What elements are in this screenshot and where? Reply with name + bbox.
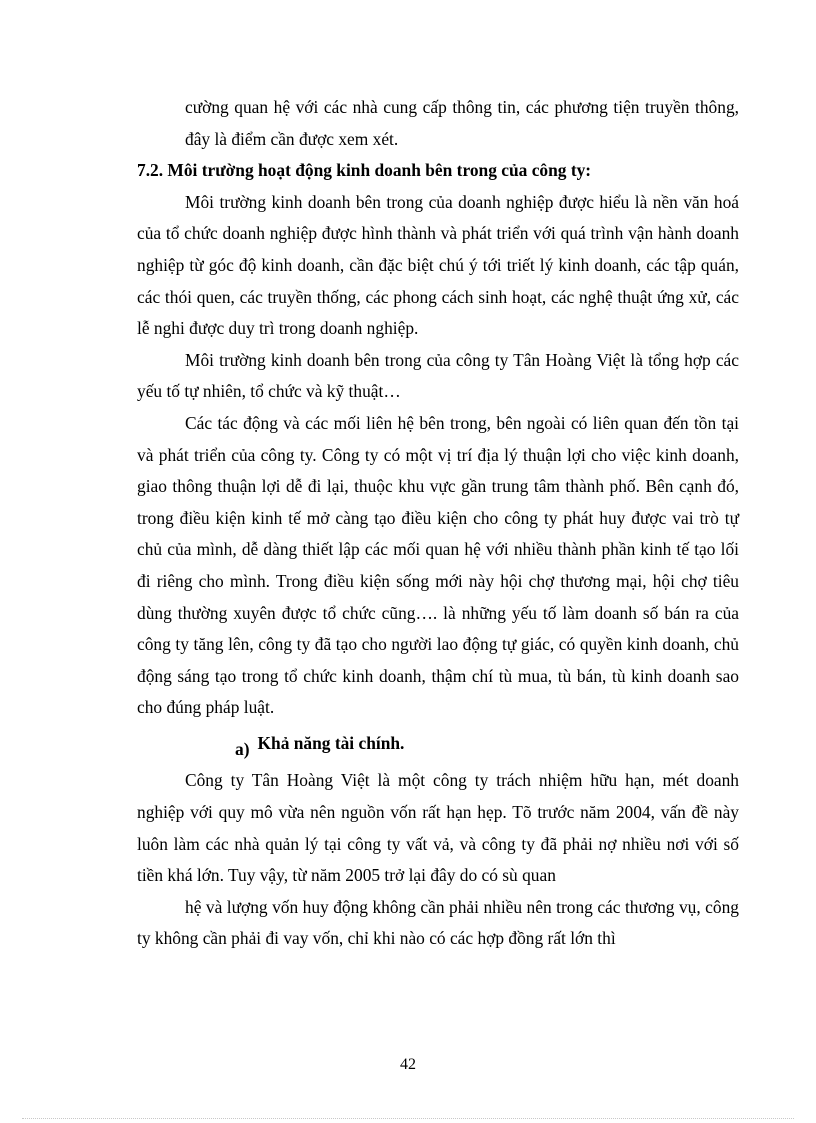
page-number: 42 xyxy=(400,1056,416,1073)
paragraph-continuation: cường quan hệ với các nhà cung cấp thông tin, các phương tiện truyền thông, đây là điểm cần được xem xét. xyxy=(185,97,739,149)
paragraph: Môi trường kinh doanh bên trong của doanh nghiệp được hiểu là nền văn hoá của tổ chức doanh nghiệp được hình thành và phát triển với quá trình vận hành doanh nghiệp từ góc độ kinh doanh, cần đặc biệt chú ý tới triết lý kinh doanh, các tập quán, các thói quen, các truyền thống, các phong cách sinh hoạt, các nghệ thuật ứng xử, các lễ nghi được duy trì trong doanh nghiệp. xyxy=(137,191,739,339)
subsection-heading xyxy=(137,728,739,766)
paragraph: Công ty Tân Hoàng Việt là một công ty trách nhiệm hữu hạn, mét doanh nghiệp với quy mô vừa nên nguồn vốn rất hạn hẹp. Tõ trước năm 2004, vấn đề này luôn làm các nhà quản lý tại công ty vất vả, và công ty đã phải nợ nhiều nơi với số tiền khá lớn. Tuy vậy, từ năm 2005 trở lại đây do có sù quan xyxy=(137,770,739,886)
section-heading: 7.2. Môi trường hoạt động kinh doanh bên trong của công ty: xyxy=(137,160,592,181)
document-body xyxy=(137,92,739,955)
paragraph: Các tác động và các mối liên hệ bên trong, bên ngoài có liên quan đến tồn tại và phát triển của công ty. Công ty có một vị trí địa lý thuận lợi cho việc kinh doanh, giao thông thuận lợi dễ đi lại, thuộc khu vực gần trung tâm thành phố. Bên cạnh đó, trong điều kiện kinh tế mở càng tạo điều kiện cho công ty phát huy được vai trò tự chủ của mình, dễ dàng thiết lập các mối quan hệ với nhiều thành phần kinh tế tạo lối đi riêng cho mình. Trong điều kiện sống mới này hội chợ thương mại, hội chợ tiêu dùng thường xuyên được tổ chức cũng…. là những yếu tố làm doanh số bán ra của công ty tăng lên, công ty đã tạo cho người lao động tự giác, có quyền kinh doanh, chủ động sáng tạo trong tổ chức kinh doanh, thậm chí tù mua, tù bán, tù kinh doanh sao cho đúng pháp luật. xyxy=(137,412,739,718)
subsection-marker: a) xyxy=(235,738,250,759)
paragraph: Môi trường kinh doanh bên trong của công ty Tân Hoàng Việt là tổng hợp các yếu tố tự nhiên, tổ chức và kỹ thuật… xyxy=(137,349,739,402)
paragraph: hệ và lượng vốn huy động không cần phải nhiều nên trong các thương vụ, công ty không cần phải đi vay vốn, chỉ khi nào có các hợp đồng rất lớn thì xyxy=(137,896,739,949)
subsection-title: Khả năng tài chính. xyxy=(257,732,405,753)
page-border-line xyxy=(22,1118,794,1119)
